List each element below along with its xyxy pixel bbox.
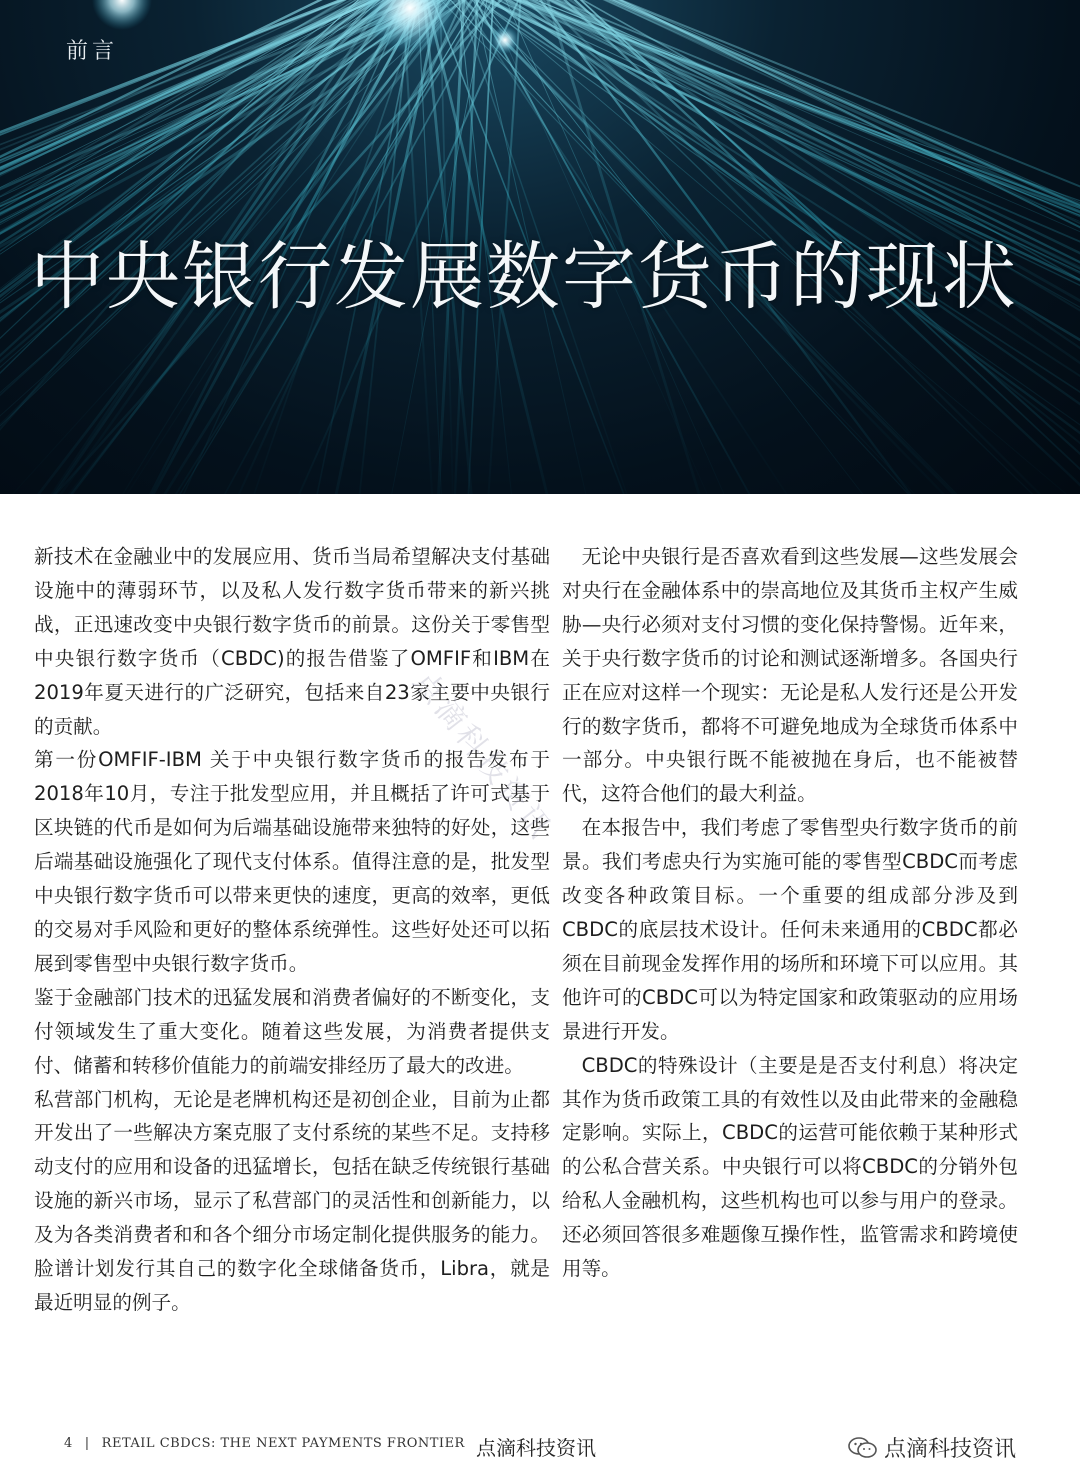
paragraph: 私营部门机构，无论是老牌机构还是初创企业，目前为止都开发出了一些解决方案克服了支付系统的某些不足。支持移动支付的应用和设备的迅猛增长，包括在缺乏传统银行基础设施的新兴市场，显示了私营部门的灵活性和创新能力，以及为各类消费者和和各个细分市场定制化提供服务的能力。脸谱计划发行其自己的数字化全球储备货币，Libra，就是最近明显的例子。	[34, 1087, 550, 1314]
footer-source: 点滴科技资讯	[476, 1436, 596, 1460]
watermark: 点滴科技资讯	[406, 664, 560, 848]
light-glow	[491, 26, 519, 54]
paragraph: CBDC的特殊设计（主要是是否支付利息）将决定其作为货币政策工具的有效性以及由此带来的金融稳定影响。实际上，CBDC的运营可能依赖于某种形式的公私合营关系。中央银行可以将CBDC的分销外包给私人金融机构，这些机构也可以参与用户的登录。还必须回答很多难题像互操作性，监管需求和跨境使用等。	[562, 1053, 1018, 1281]
footer-running-head	[64, 1436, 465, 1451]
right-column	[562, 540, 1018, 1286]
page-number: 4	[64, 1436, 73, 1451]
paragraph: 第一份OMFIF-IBM 关于中央银行数字货币的报告发布于2018年10月，专注于批发型应用，并且概括了许可式基于区块链的代币是如何为后端基础设施带来独特的好处，这些后端基础设施强化了现代支付体系。值得注意的是，批发型中央银行数字货币可以带来更快的速度，更高的效率，更低的交易对手风险和更好的整体系统弹性。这些好处还可以拓展到零售型中央银行数字货币。	[34, 748, 550, 975]
paragraph: 新技术在金融业中的发展应用、货币当局希望解决支付基础设施中的薄弱环节，以及私人发行数字货币带来的新兴挑战，正迅速改变中央银行数字货币的前景。这份关于零售型中央银行数字货币（CBDC)的报告借鉴了OMFIF和IBM在2019年夏天进行的广泛研究，包括来自23家主要中央银行的贡献。	[34, 545, 550, 738]
wechat-icon	[848, 1436, 878, 1460]
wechat-account-badge[interactable]	[848, 1432, 1016, 1463]
left-column	[34, 540, 550, 1320]
running-title: RETAIL CBDCS: THE NEXT PAYMENTS FRONTIER	[101, 1436, 465, 1451]
paragraph: 在本报告中，我们考虑了零售型央行数字货币的前景。我们考虑央行为实施可能的零售型CBDC而考虑改变各种政策目标。一个重要的组成部分涉及到CBDC的底层技术设计。任何未来通用的CBDC都必须在目前现金发挥作用的场所和环境下可以应用。其他许可的CBDC可以为特定国家和政策驱动的应用场景进行开发。	[562, 816, 1018, 1043]
section-label: 前言	[66, 39, 119, 64]
paragraph: 无论中央银行是否喜欢看到这些发展—这些发展会对央行在金融体系中的崇高地位及其货币主权产生威胁—央行必须对支付习惯的变化保持警惕。近年来，关于央行数字货币的讨论和测试逐渐增多。各国央行正在应对这样一个现实：无论是私人发行还是公开发行的数字货币，都将不可避免地成为全球货币体系中一部分。中央银行既不能被抛在身后，也不能被替代，这符合他们的最大利益。	[562, 545, 1018, 806]
hero-banner	[0, 0, 1080, 494]
paragraph: 鉴于金融部门技术的迅猛发展和消费者偏好的不断变化，支付领域发生了重大变化。随着这些发展，为消费者提供支付、储蓄和转移价值能力的前端安排经历了最大的改进。	[34, 985, 550, 1077]
light-glow	[92, 0, 152, 30]
page-title: 中央银行发展数字货币的现状	[30, 234, 1018, 320]
wechat-account-name: 点滴科技资讯	[884, 1437, 1017, 1462]
footer-separator: |	[84, 1436, 90, 1451]
